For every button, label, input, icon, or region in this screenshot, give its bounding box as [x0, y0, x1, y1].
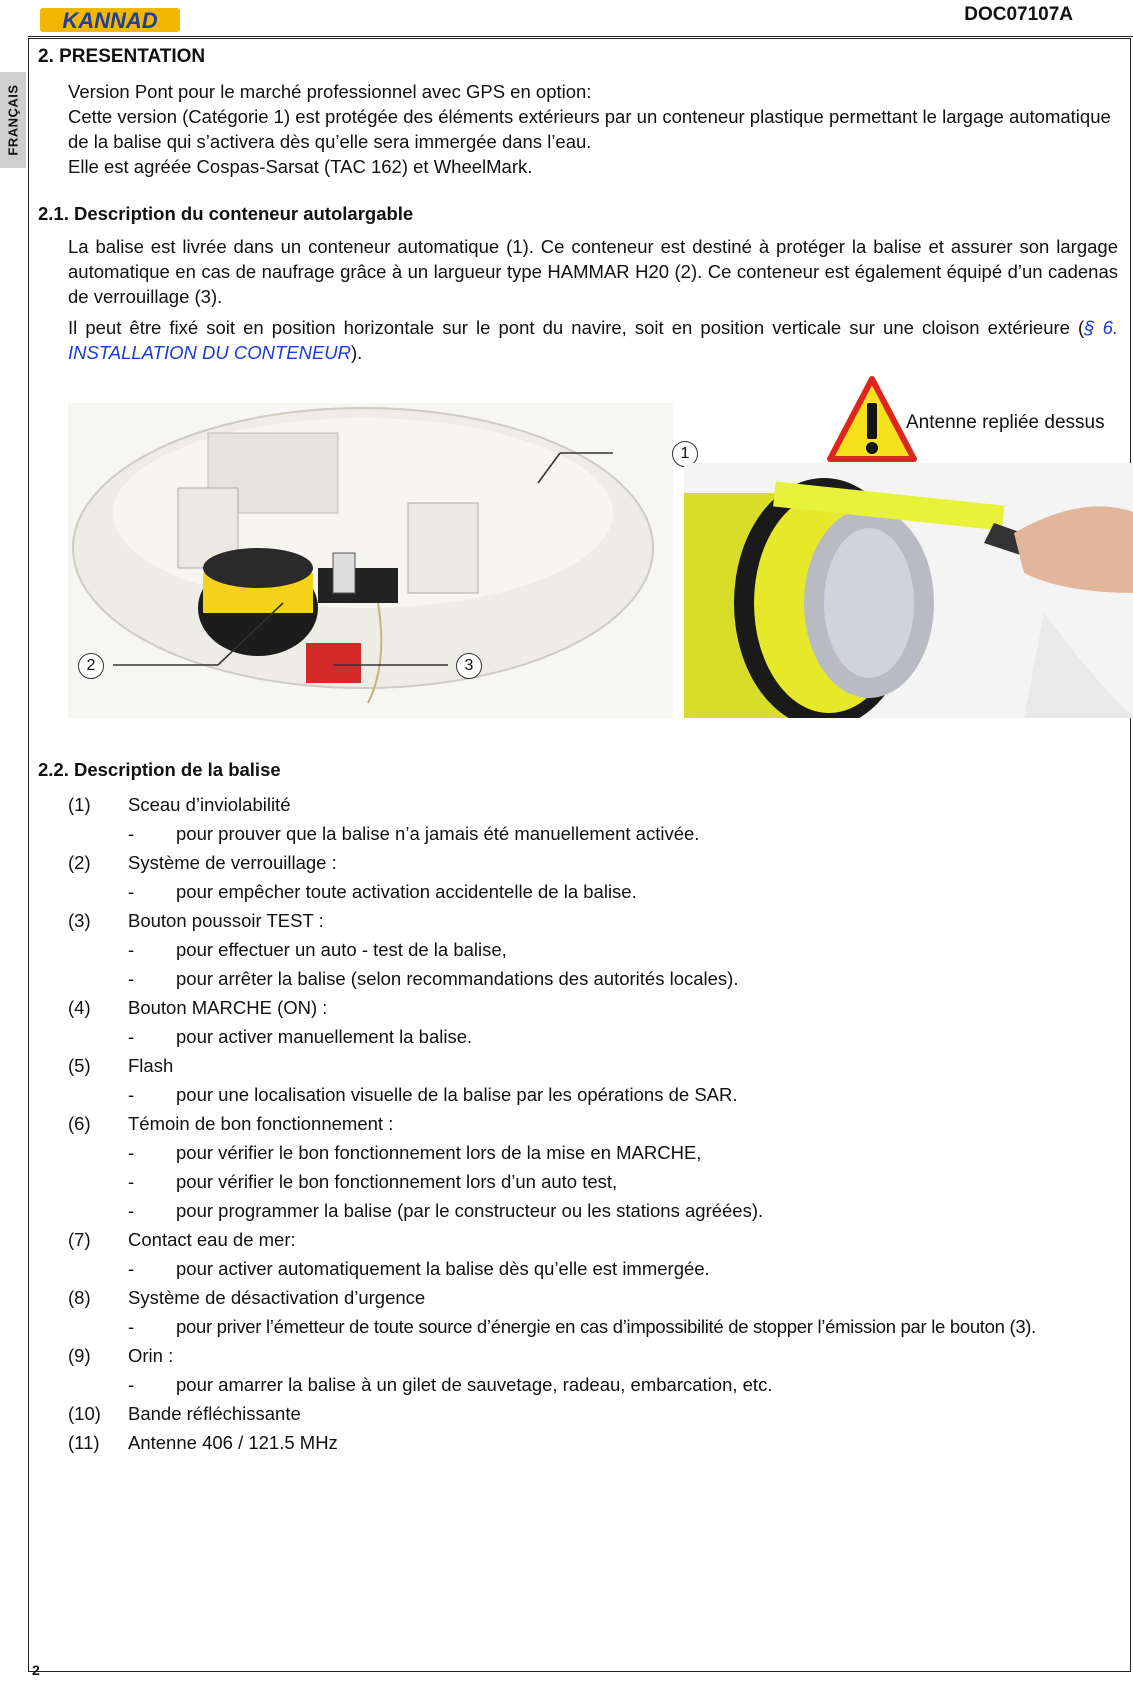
- list-subitem: [68, 1080, 1118, 1109]
- kannad-logo: [40, 6, 180, 34]
- list-dash: -: [128, 1142, 135, 1163]
- list-subitem: [68, 1254, 1118, 1283]
- list-dash: -: [128, 823, 135, 844]
- document-id: DOC07107A: [964, 4, 1073, 25]
- callout-1: 1: [672, 441, 698, 467]
- installation-link[interactable]: § 6. INSTALLATION DU CONTENEUR: [68, 317, 1118, 363]
- list-subitem: [68, 1312, 1118, 1341]
- warning-icon: [826, 373, 918, 465]
- list-item-number: (9): [68, 1345, 91, 1366]
- list-dash: -: [128, 1316, 135, 1337]
- list-subitem-text: pour vérifier le bon fonctionnement lors de la mise en MARCHE,: [176, 1142, 702, 1163]
- page-number: 2: [32, 1662, 40, 1678]
- page-content: [38, 44, 1118, 1457]
- section-title-beacon: 2.2. Description de la balise: [38, 759, 281, 780]
- container-body: [38, 234, 1118, 365]
- list-dash: -: [128, 1026, 135, 1047]
- section-title-container: 2.1. Description du conteneur autolargable: [38, 203, 414, 224]
- list-subitem-text: pour amarrer la balise à un gilet de sauvetage, radeau, embarcation, etc.: [176, 1374, 773, 1395]
- language-tab: FRANÇAIS: [0, 72, 26, 168]
- list-item-label: Contact eau de mer:: [128, 1229, 296, 1250]
- list-subitem: [68, 1138, 1118, 1167]
- list-item: [68, 1051, 1118, 1080]
- list-dash: -: [128, 939, 135, 960]
- list-item: [68, 1399, 1118, 1428]
- callout-2: 2: [78, 653, 104, 679]
- list-item-number: (5): [68, 1055, 91, 1076]
- list-subitem-text: pour empêcher toute activation accidentelle de la balise.: [176, 881, 637, 902]
- list-item-number: (11): [68, 1432, 100, 1453]
- list-item-number: (2): [68, 852, 91, 873]
- list-item: [68, 1109, 1118, 1138]
- presentation-line-1: Version Pont pour le marché professionnel avec GPS en option:: [68, 81, 592, 102]
- list-item-number: (1): [68, 794, 91, 815]
- list-item-number: (3): [68, 910, 91, 931]
- list-subitem: [68, 1196, 1118, 1225]
- svg-text:KANNAD: KANNAD: [62, 8, 158, 33]
- antenna-warning-label: Antenne repliée dessus: [906, 412, 1105, 433]
- list-item: [68, 848, 1118, 877]
- container-para-1: La balise est livrée dans un conteneur automatique (1). Ce conteneur est destiné à protéger la balise et assurer son largage automatique en cas de naufrage grâce à un largueur type HAMMAR H20 (2). Ce conteneur est également équipé d’un cadenas de verrouillage (3).: [68, 236, 1118, 307]
- list-item-number: (7): [68, 1229, 91, 1250]
- list-item-label: Bande réfléchissante: [128, 1403, 301, 1424]
- list-item-label: Témoin de bon fonctionnement :: [128, 1113, 394, 1134]
- list-dash: -: [128, 1258, 135, 1279]
- section-title-presentation: 2. PRESENTATION: [38, 46, 206, 67]
- list-item-label: Flash: [128, 1055, 174, 1076]
- list-subitem-text: pour activer manuellement la balise.: [176, 1026, 473, 1047]
- list-dash: -: [128, 968, 135, 989]
- list-subitem-text: pour programmer la balise (par le constructeur ou les stations agréées).: [176, 1200, 764, 1221]
- list-dash: -: [128, 1374, 135, 1395]
- container-para-2: Il peut être fixé soit en position horizontale sur le pont du navire, soit en position verticale sur une cloison extérieure (§ 6. INSTALLATION DU CONTENEUR).: [68, 317, 1118, 363]
- list-subitem-text: pour priver l’émetteur de toute source d’énergie en cas d’impossibilité de stopper l’émission par le bouton (3).: [176, 1316, 1037, 1337]
- presentation-line-3: Elle est agréée Cospas-Sarsat (TAC 162) et WheelMark.: [68, 156, 533, 177]
- list-item-label: Système de verrouillage :: [128, 852, 337, 873]
- presentation-body: [38, 79, 1118, 179]
- list-subitem: [68, 1167, 1118, 1196]
- beacon-description-list: [68, 790, 1118, 1457]
- list-subitem: [68, 819, 1118, 848]
- list-item: [68, 1283, 1118, 1312]
- presentation-line-2: Cette version (Catégorie 1) est protégée des éléments extérieurs par un conteneur plastique permettant le largage automatique de la balise qui s’activera dès qu’elle sera immergée dans l’eau.: [68, 106, 1111, 152]
- list-item: [68, 1225, 1118, 1254]
- list-item: [68, 1341, 1118, 1370]
- list-item: [68, 790, 1118, 819]
- list-subitem: [68, 1370, 1118, 1399]
- list-item: [68, 993, 1118, 1022]
- list-dash: -: [128, 1084, 135, 1105]
- list-item-number: (4): [68, 997, 91, 1018]
- list-subitem: [68, 877, 1118, 906]
- list-subitem-text: pour prouver que la balise n’a jamais été manuellement activée.: [176, 823, 700, 844]
- list-item-label: Système de désactivation d’urgence: [128, 1287, 426, 1308]
- list-subitem: [68, 1022, 1118, 1051]
- list-subitem: [68, 964, 1118, 993]
- callout-3: 3: [456, 653, 482, 679]
- header-rule: [28, 36, 1133, 37]
- list-item-number: (8): [68, 1287, 91, 1308]
- list-subitem: [68, 935, 1118, 964]
- list-item: [68, 906, 1118, 935]
- list-item-number: (10): [68, 1403, 101, 1424]
- container-figure: [38, 373, 1118, 743]
- container-photo: [68, 403, 673, 718]
- list-item-label: Orin :: [128, 1345, 174, 1366]
- list-dash: -: [128, 1171, 135, 1192]
- beacon-photo: [684, 463, 1133, 718]
- list-subitem-text: pour arrêter la balise (selon recommandations des autorités locales).: [176, 968, 739, 989]
- list-item: [68, 1428, 1118, 1457]
- list-item-number: (6): [68, 1113, 91, 1134]
- list-item-label: Antenne 406 / 121.5 MHz: [128, 1432, 338, 1453]
- list-item-label: Sceau d’inviolabilité: [128, 794, 291, 815]
- list-subitem-text: pour activer automatiquement la balise dès qu’elle est immergée.: [176, 1258, 710, 1279]
- list-item-label: Bouton poussoir TEST :: [128, 910, 324, 931]
- list-subitem-text: pour effectuer un auto - test de la balise,: [176, 939, 507, 960]
- list-dash: -: [128, 1200, 135, 1221]
- list-subitem-text: pour vérifier le bon fonctionnement lors d’un auto test,: [176, 1171, 618, 1192]
- list-subitem-text: pour une localisation visuelle de la balise par les opérations de SAR.: [176, 1084, 738, 1105]
- list-item-label: Bouton MARCHE (ON) :: [128, 997, 328, 1018]
- list-dash: -: [128, 881, 135, 902]
